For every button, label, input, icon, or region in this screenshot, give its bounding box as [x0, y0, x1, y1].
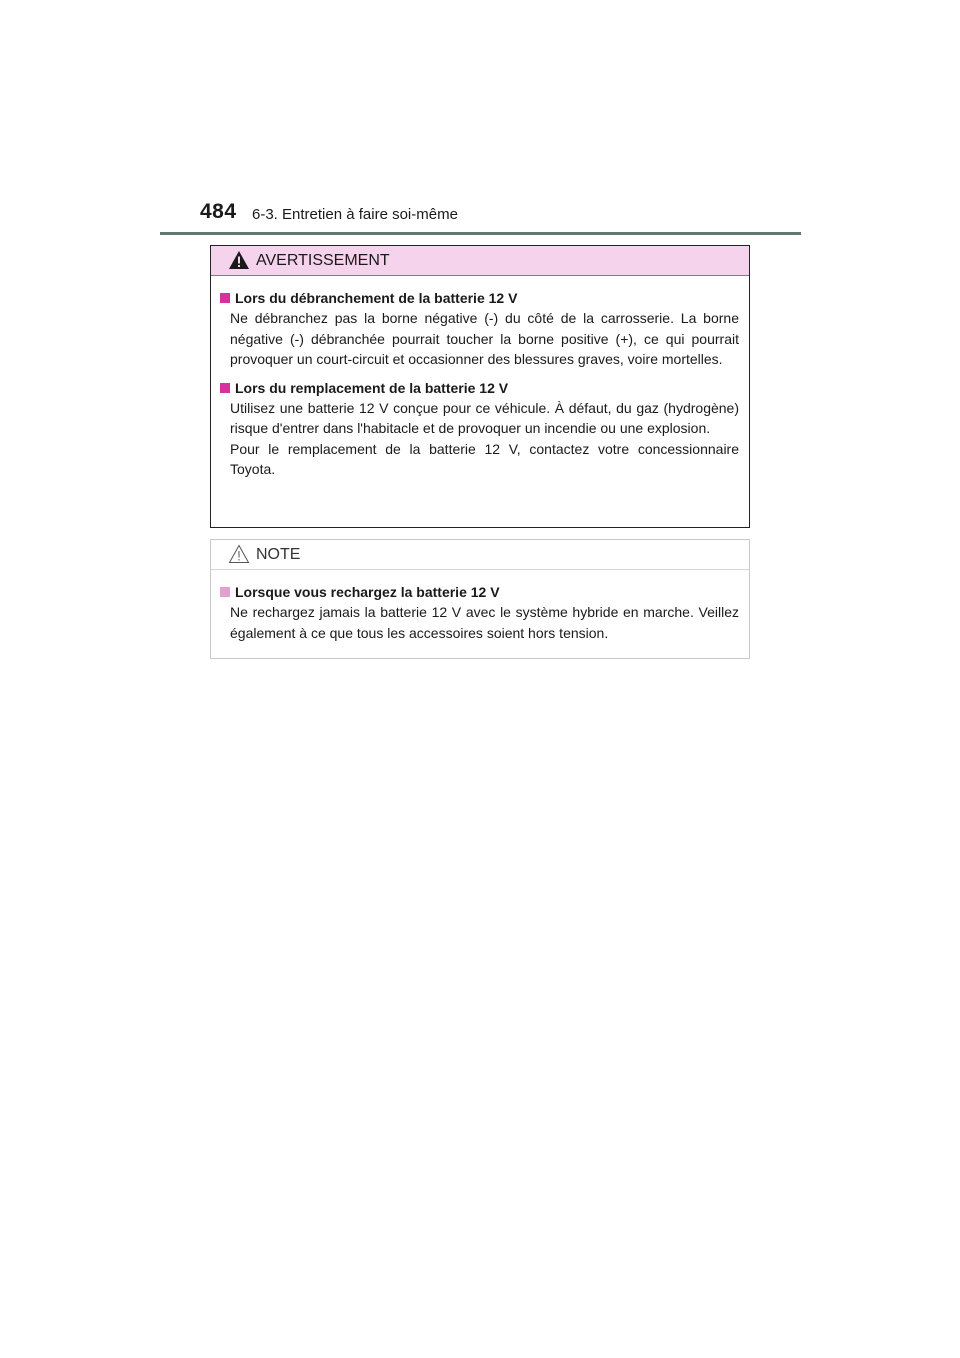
warning-item-text: Utilisez une batterie 12 V conçue pour ce véhicule. À défaut, du gaz (hydrogène) risque d'entrer dans l'habitacle et de provoquer un incendie ou une explosion.: [230, 399, 739, 436]
header-rule: [160, 232, 801, 235]
square-bullet-icon: [220, 383, 230, 393]
warning-item: [220, 288, 740, 370]
note-title: NOTE: [256, 545, 301, 563]
square-bullet-icon: [220, 293, 230, 303]
note-item-text: Ne rechargez jamais la batterie 12 V avec le système hybride en marche. Veillez également à ce que tous les accessoires soient hors tension.: [230, 604, 739, 641]
warning-title: AVERTISSEMENT: [256, 251, 390, 269]
warning-triangle-icon: [228, 250, 252, 271]
warning-header: [211, 246, 749, 276]
square-bullet-icon: [220, 587, 230, 597]
warning-item-heading: Lors du remplacement de la batterie 12 V: [235, 379, 509, 396]
warning-item: [220, 378, 740, 480]
note-header: [211, 540, 749, 570]
warning-item-heading: Lors du débranchement de la batterie 12 V: [235, 290, 518, 306]
caution-outline-triangle-icon: [228, 544, 252, 565]
warning-item-text: Pour le remplacement de la batterie 12 V, contactez votre concessionnaire Toyota.: [230, 440, 739, 477]
section-title: 6-3. Entretien à faire soi-même: [252, 206, 458, 223]
warning-item-text: Ne débranchez pas la borne négative (-) du côté de la carrosserie. La borne négative (-) débranchée pourrait toucher la borne positive (+), ce qui pourrait provoquer un court-circuit et occasionner des blessures graves, voire mortelles.: [230, 310, 739, 367]
note-box: [210, 539, 750, 659]
note-item: [220, 582, 740, 643]
warning-box: [210, 245, 750, 528]
note-item-heading: Lorsque vous rechargez la batterie 12 V: [235, 584, 500, 600]
page-number: 484: [200, 200, 237, 223]
